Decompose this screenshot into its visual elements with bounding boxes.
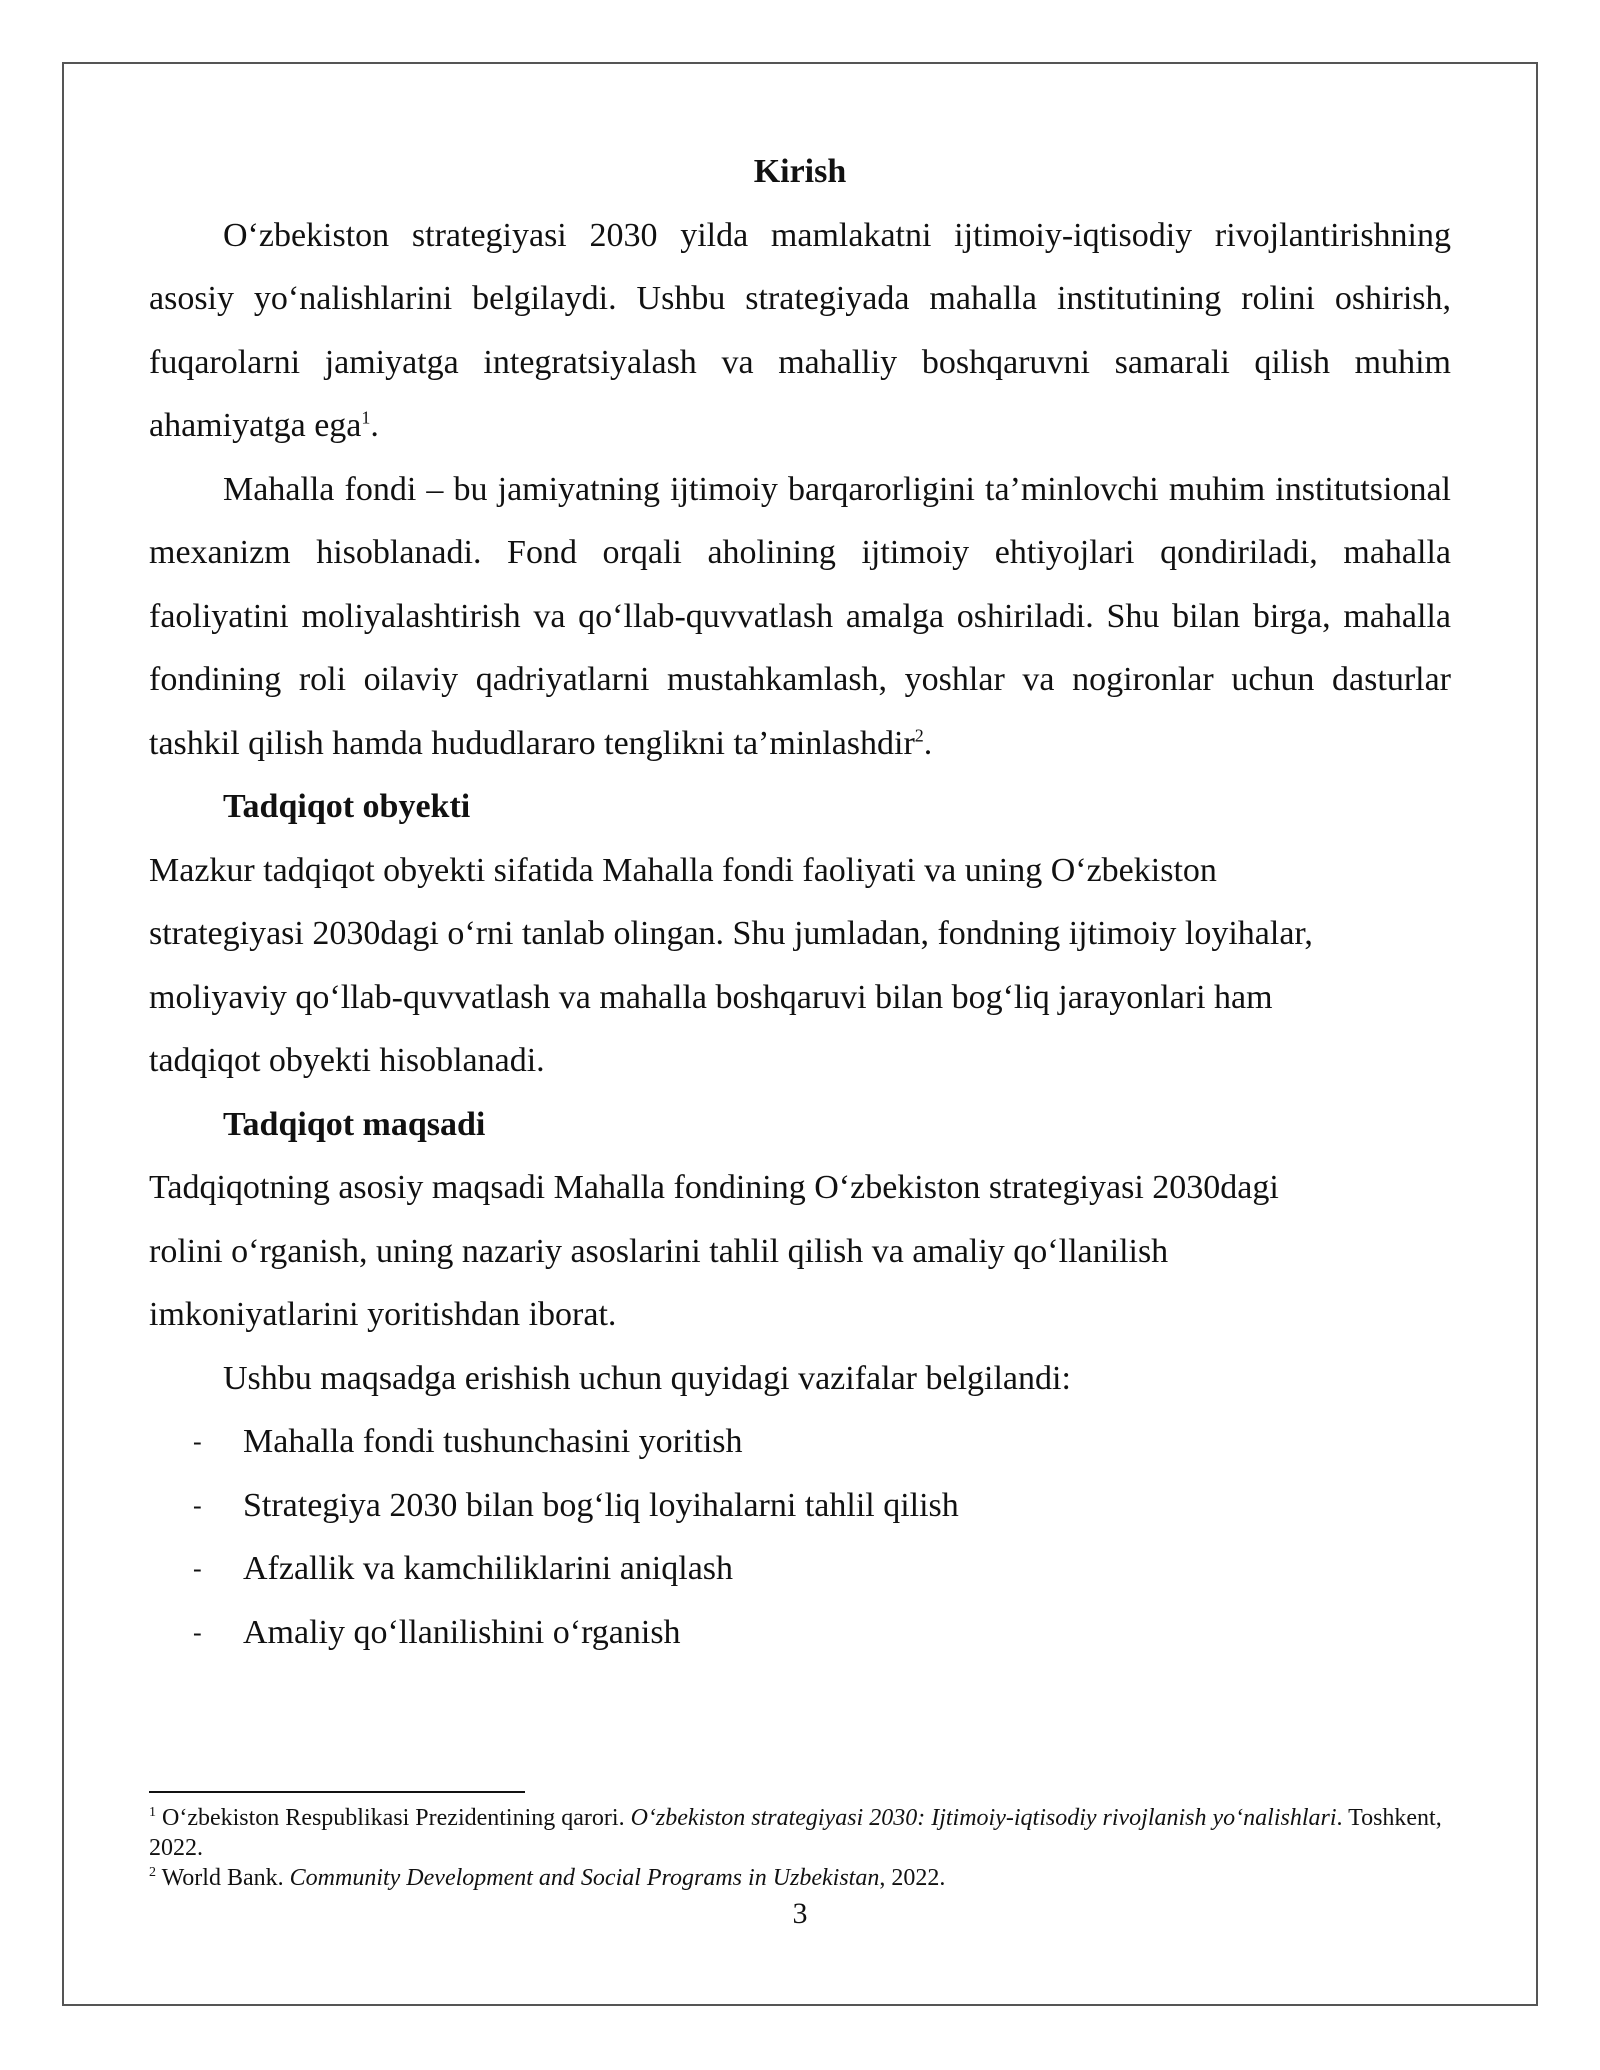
footnote-tail: , 2022. [879, 1865, 946, 1891]
footnote-title: O‘zbekiston strategiyasi 2030: Ijtimoiy-iqtisodiy rivojlanish yo‘nalishlari [630, 1805, 1337, 1831]
tasks-list [149, 1410, 1451, 1664]
object-paragraph [149, 839, 1451, 1093]
list-bullet: - [193, 1617, 202, 1647]
list-item [149, 1410, 1451, 1474]
list-bullet: - [193, 1554, 202, 1583]
list-item-text: Strategiya 2030 bilan bog‘liq loyihalarni tahlil qilish [243, 1486, 959, 1524]
footnote-number: 1 [149, 1805, 156, 1820]
object-line: strategiyasi 2030dagi o‘rni tanlab olingan. Shu jumladan, fondning ijtimoiy loyihalar, [149, 915, 1313, 952]
object-line: moliyaviy qo‘llab-quvvatlash va mahalla boshqaruvi bilan bog‘liq jarayonlari ham [149, 978, 1273, 1016]
list-item [149, 1537, 1451, 1601]
intro-paragraph-1-text: O‘zbekiston strategiyasi 2030 yilda mamlakatni ijtimoiy-iqtisodiy rivojlantirishning asosiy yo‘nalishlarini belgilaydi. Ushbu strategiyada mahalla institutining rolini oshirish, fuqarolarni jamiyatga integratsiyalash va mahalliy boshqaruvni samarali qilish muhim ahamiyatga ega [149, 216, 1451, 444]
list-item [149, 1474, 1451, 1538]
footnotes [149, 1803, 1451, 1893]
footnote-text: World Bank. [161, 1865, 290, 1891]
list-bullet: - [193, 1427, 202, 1456]
list-item-text: Mahalla fondi tushunchasini yoritish [243, 1423, 743, 1460]
footnote-2 [149, 1863, 1451, 1893]
intro-paragraph-2-text: Mahalla fondi – bu jamiyatning ijtimoiy barqarorligini ta’minlovchi muhim institutsional mexanizm hisoblanadi. Fond orqali aholining ijtimoiy ehtiyojlari qondiriladi, mahalla faoliyatini moliyalashtirish va qo‘llab-quvvatlash amalga oshiriladi. Shu bilan birga, mahalla fondining roli oilaviy qadriyatlarni mustahkamlash, yoshlar va nogironlar uchun dasturlar tashkil qilish hamda hududlararo tenglikni ta’minlashdir [149, 470, 1451, 762]
object-line: Mazkur tadqiqot obyekti sifatida Mahalla fondi faoliyati va uning O‘zbekiston [149, 851, 1217, 889]
list-item-text: Amaliy qo‘llanilishini o‘rganish [243, 1613, 681, 1651]
intro-paragraph-2 [149, 458, 1451, 776]
footnote-ref-1[interactable]: 1 [361, 407, 371, 428]
object-heading: Tadqiqot obyekti [223, 788, 471, 825]
page-number: 3 [792, 1897, 808, 1930]
footnote-number: 2 [149, 1865, 156, 1880]
list-item-text: Afzallik va kamchiliklarini aniqlash [243, 1550, 734, 1587]
list-bullet: - [193, 1490, 202, 1520]
tasks-lead: Ushbu maqsadga erishish uchun quyidagi vazifalar belgilandi: [223, 1359, 1071, 1397]
section-title: Kirish [753, 153, 847, 190]
object-line: tadqiqot obyekti hisoblanadi. [149, 1042, 545, 1079]
intro-paragraph-1-end: . [370, 407, 379, 444]
footnote-text: O‘zbekiston Respublikasi Prezidentining qarori. [162, 1805, 631, 1831]
footnote-separator [149, 1791, 525, 1793]
footnote-title: Community Development and Social Programs in Uzbekistan [289, 1865, 880, 1891]
document-body [149, 140, 1451, 1664]
goal-line: imkoniyatlarini yoritishdan iborat. [149, 1296, 617, 1333]
intro-paragraph-2-end: . [923, 724, 933, 762]
footnote-1 [149, 1803, 1451, 1863]
goal-paragraph [149, 1156, 1451, 1347]
goal-heading: Tadqiqot maqsadi [223, 1105, 486, 1143]
list-item [149, 1601, 1451, 1665]
intro-paragraph-1 [149, 204, 1451, 458]
footnote-tail: . Toshkent, 2022. [149, 1805, 1442, 1861]
goal-line: rolini o‘rganish, uning nazariy asoslarini tahlil qilish va amaliy qo‘llanilish [149, 1232, 1169, 1270]
goal-line: Tadqiqotning asosiy maqsadi Mahalla fondining O‘zbekiston strategiyasi 2030dagi [149, 1169, 1279, 1206]
footnote-ref-2[interactable]: 2 [914, 725, 924, 746]
